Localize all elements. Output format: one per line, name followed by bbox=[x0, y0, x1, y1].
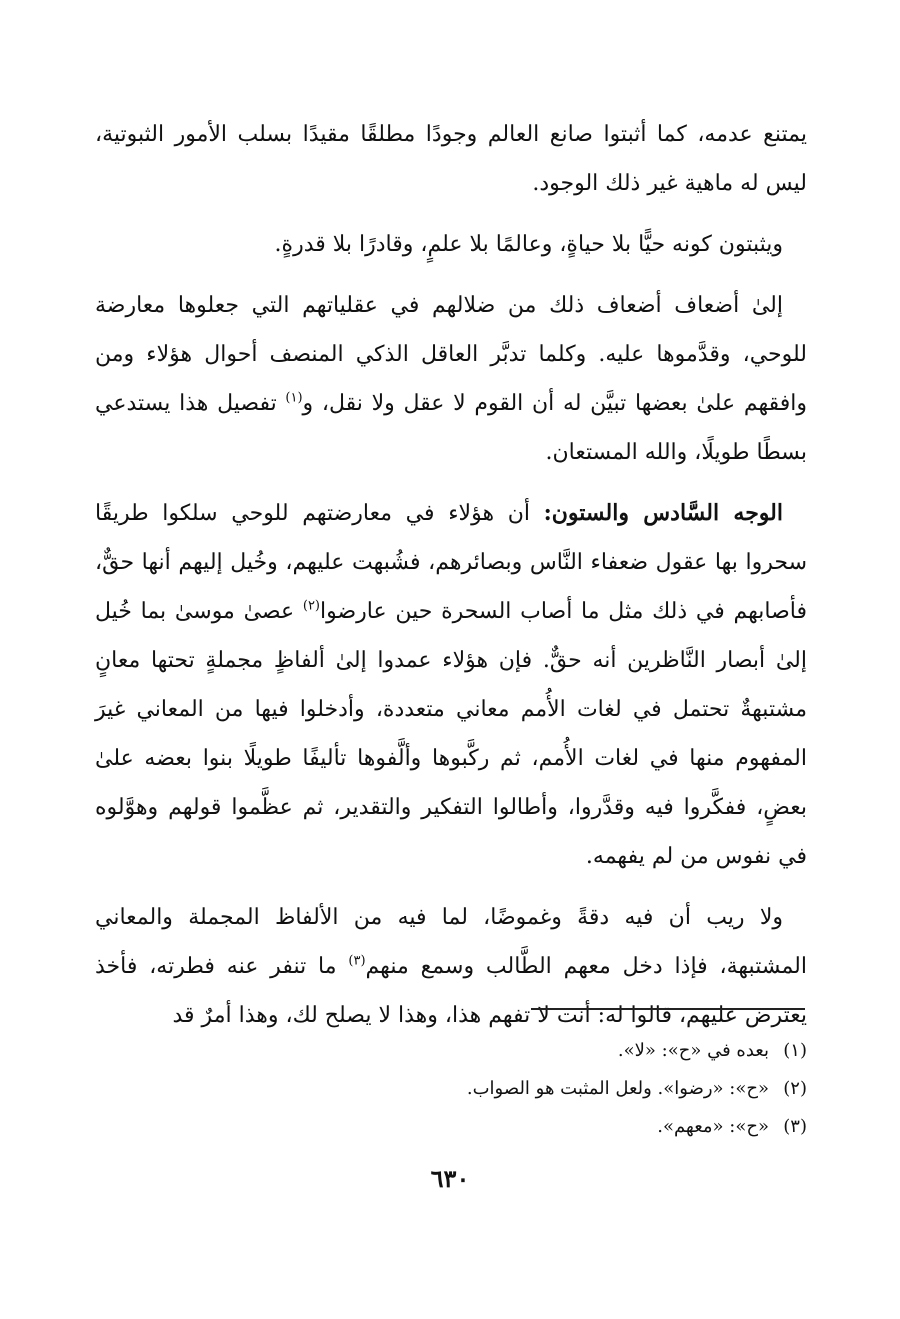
footnote-number: (٢) bbox=[783, 1078, 807, 1099]
footnote-text: بعده في «ح»: «لا». bbox=[617, 1040, 769, 1061]
footnote-text: «ح»: «رضوا». ولعل المثبت هو الصواب. bbox=[466, 1078, 769, 1099]
footnote-marker-1: (١) bbox=[285, 390, 303, 406]
paragraph-5-text-part-2: ما تنفر عنه فطرته، فأخذ يعترض عليهم، قالوا له: أنت لا تفهم هذا، وهذا لا يصلح لك، وهذا أمرٌ قد bbox=[95, 954, 807, 1028]
paragraph-2-text: ويثبتون كونه حيًّا بلا حياةٍ، وعالمًا بلا علمٍ، وقادرًا بلا قدرةٍ. bbox=[274, 232, 783, 257]
paragraph-3-text-part-2: تفصيل هذا يستدعي بسطًا طويلًا، والله المستعان. bbox=[95, 391, 807, 465]
main-text bbox=[95, 110, 807, 1052]
footnote-3 bbox=[95, 1108, 807, 1146]
footnote-number: (١) bbox=[783, 1040, 807, 1061]
footnote-1 bbox=[95, 1032, 807, 1070]
footnotes bbox=[95, 1032, 807, 1146]
paragraph-4 bbox=[95, 489, 807, 881]
footnote-marker-3: (٣) bbox=[348, 953, 366, 969]
paragraph-3 bbox=[95, 281, 807, 477]
section-heading: الوجه السَّادس والستون: bbox=[543, 500, 783, 526]
footnote-text: «ح»: «معهم». bbox=[657, 1116, 769, 1137]
footnote-separator bbox=[531, 1008, 805, 1010]
paragraph-1 bbox=[95, 110, 807, 208]
footnote-2 bbox=[95, 1070, 807, 1108]
paragraph-5-text-part-1: ولا ريب أن فيه دقةً وغموضًا، لما فيه من الألفاظ المجملة والمعاني المشتبهة، فإذا دخل معهم الطَّالب وسمع منهم bbox=[95, 905, 807, 979]
paragraph-4-text-part-1: أن هؤلاء في معارضتهم للوحي سلكوا طريقًا سحروا بها عقول ضعفاء النَّاس وبصائرهم، فشُبهت عليهم، وخُيل إليهم أنها حقٌّ، فأصابهم في ذلك مثل ما أصاب السحرة حين عارضوا bbox=[95, 501, 807, 624]
paragraph-2 bbox=[95, 220, 807, 269]
paragraph-1-text: يمتنع عدمه، كما أثبتوا صانع العالم وجودًا مطلقًا مقيدًا بسلب الأمور الثبوتية، ليس له ماهية غير ذلك الوجود. bbox=[95, 122, 807, 196]
page-number: ٦٣٠ bbox=[430, 1164, 470, 1193]
paragraph-4-text-part-2: عصىٰ موسىٰ بما خُيل إلىٰ أبصار النَّاظرين أنه حقٌّ. فإن هؤلاء عمدوا إلىٰ ألفاظٍ مجملةٍ تحتها معانٍ مشتبهةٌ تحتمل في لغات الأُمم معاني متعددة، وأدخلوا فيها من المعاني غيرَ المفهوم منها في لغات الأُمم، ثم ركَّبوها وألَّفوها تأليفًا طويلًا بنوا بعضه علىٰ بعضٍ، ففكَّروا فيه وقدَّروا، وأطالوا التفكير والتقدير، ثم عظَّموا قولهم وهوَّلوه في نفوس من لم يفهمه. bbox=[95, 599, 807, 869]
paragraph-3-text-part-1: إلىٰ أضعاف أضعاف ذلك من ضلالهم في عقلياتهم التي جعلوها معارضة للوحي، وقدَّموها عليه. وكلما تدبَّر العاقل الذكي المنصف أحوال هؤلاء ومن وافقهم علىٰ بعضها تبيَّن له أن القوم لا عقل ولا نقل، و bbox=[95, 293, 807, 416]
footnote-number: (٣) bbox=[783, 1116, 807, 1137]
paragraph-5 bbox=[95, 893, 807, 1040]
footnote-marker-2: (٢) bbox=[302, 598, 320, 614]
